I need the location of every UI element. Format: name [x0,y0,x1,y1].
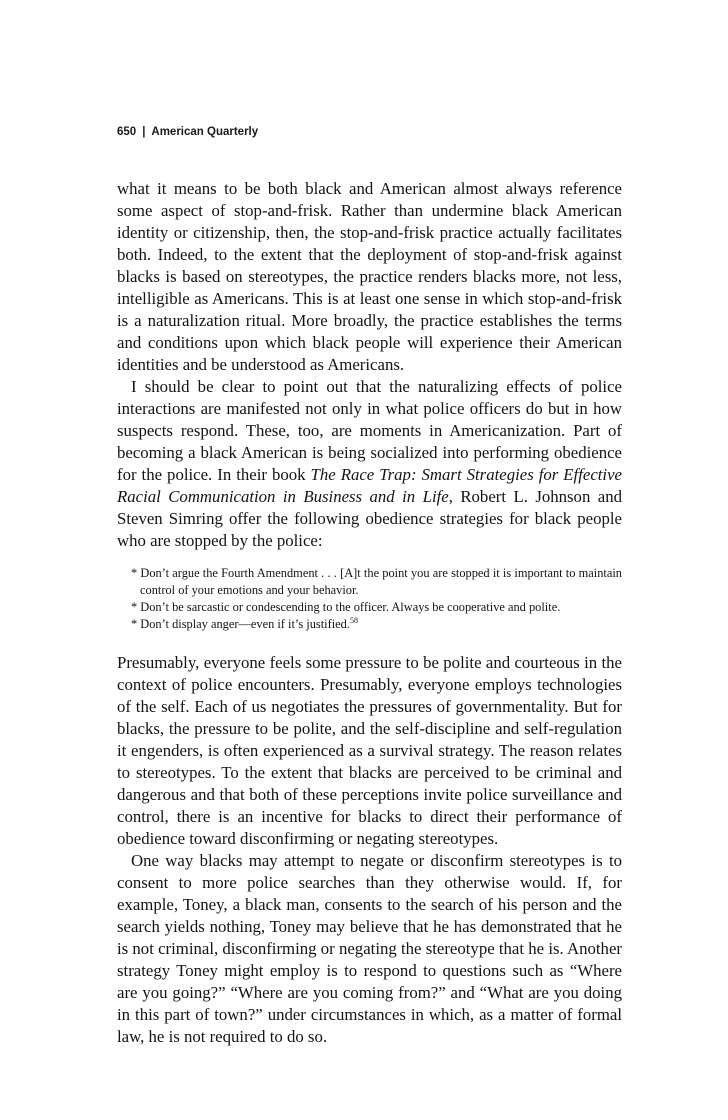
block-quote [131,565,622,633]
journal-title: American Quarterly [151,126,259,138]
running-header [117,126,258,138]
book-title: The Race Trap: Smart Strategies for Effective Racial Communication in Business and in Life [117,465,622,506]
page-number: 650 [117,126,137,138]
paragraph-3: Presumably, everyone feels some pressure to be polite and courteous in the context of police encounters. Presumably, everyone employs technologies of the self. Each of us negotiates the pressures of governmentality. But for blacks, the pressure to be polite, and the self-discipline and self-regulation it engenders, is often experienced as a survival strategy. The reason relates to stereotypes. To the extent that blacks are perceived to be criminal and dangerous and that both of these perceptions invite police surveillance and control, there is an incentive for blacks to direct their performance of obedience toward disconfirming or negating stereotypes. [117,653,622,848]
quote-item-3-text: * Don’t display anger—even if it’s justified. [131,617,350,631]
paragraph-2-text-before: I should be clear to point out that the naturalizing effects of police interactions are manifested not only in what police officers do but in how suspects respond. These, too, are moments in Americanization. Part of becoming a black American is being socialized into performing obedience for the police. In their book [117,377,622,484]
quote-item-3 [131,616,622,633]
quote-item-1: * Don’t argue the Fourth Amendment . . . [A]t the point you are stopped it is important to maintain control of your emotions and your behavior. [131,566,622,597]
paragraph-1: what it means to be both black and American almost always reference some aspect of stop-and-frisk. Rather than undermine black American identity or citizenship, then, the stop-and-frisk practice actually facilitates both. Indeed, to the extent that the deployment of stop-and-frisk against blacks is based on stereotypes, the practice renders blacks more, not less, intelligible as Americans. This is at least one sense in which stop-and-frisk is a naturalization ritual. More broadly, the practice establishes the terms and conditions upon which black people will experience their American identities and be understood as Americans. [117,179,622,374]
paragraph-4: One way blacks may attempt to negate or disconfirm stereotypes is to consent to more police searches than they otherwise would. If, for example, Toney, a black man, consents to the search of his person and the search yields nothing, Toney may believe that he has demonstrated that he is not criminal, disconfirming or negating the stereotype that he is. Another strategy Toney might employ is to respond to questions such as “Where are you going?” “Where are you coming from?” and “What are you doing in this part of town?” under circumstances in which, as a matter of formal law, he is not required to do so. [117,851,622,1046]
paragraph-2 [117,376,622,552]
quote-item-2: * Don’t be sarcastic or condescending to the officer. Always be cooperative and polite. [131,600,561,614]
article-body [117,178,622,1048]
paragraph-2-text-after: , Robert L. Johnson and Steven Simring offer the following obedience strategies for black people who are stopped by the police: [117,487,622,550]
footnote-marker: 58 [349,615,358,625]
header-separator: | [142,126,146,138]
